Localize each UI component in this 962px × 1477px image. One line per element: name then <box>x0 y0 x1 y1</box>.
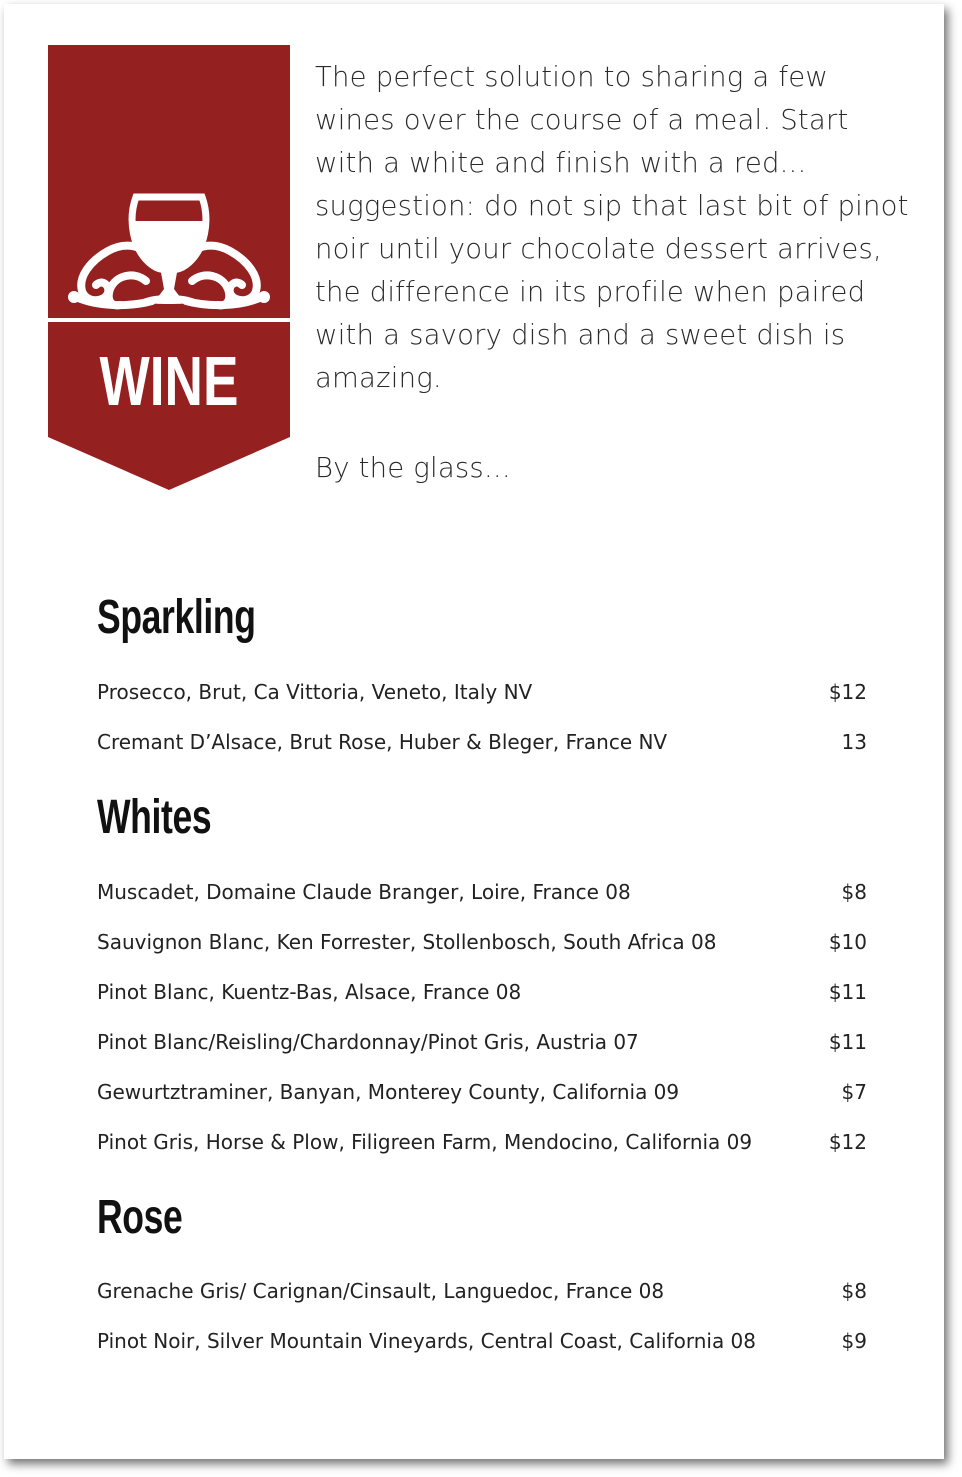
wine-price: 13 <box>841 730 867 754</box>
wine-name: Pinot Blanc, Kuentz-Bas, Alsace, France 08 <box>97 980 522 1004</box>
wine-price: $10 <box>828 930 867 954</box>
wine-price: $8 <box>841 1279 867 1303</box>
wine-name: Pinot Blanc/Reisling/Chardonnay/Pinot Gris, Austria 07 <box>97 1030 639 1054</box>
wine-name: Sauvignon Blanc, Ken Forrester, Stollenbosch, South Africa 08 <box>97 930 717 954</box>
section-title-whites: Whites <box>97 791 212 844</box>
section-title-rose: Rose <box>97 1191 183 1244</box>
wine-banner-graphic <box>48 45 290 490</box>
intro-text: The perfect solution to sharing a few wines over the course of a meal. Start with a white and finish with a red... suggestion: do not sip that last bit of pinot noir until your chocolate dessert arrives, the difference in its profile when paired with a savory dish and a sweet dish is amazing. <box>315 61 909 394</box>
list-item <box>97 730 867 780</box>
whites-list <box>97 880 867 1180</box>
wine-name: Pinot Gris, Horse & Plow, Filigreen Farm, Mendocino, California 09 <box>97 1130 753 1154</box>
list-item <box>97 1080 867 1130</box>
wine-name: Pinot Noir, Silver Mountain Vineyards, Central Coast, California 08 <box>97 1329 757 1353</box>
wine-price: $8 <box>841 880 867 904</box>
wine-price: $9 <box>841 1329 867 1353</box>
list-item <box>97 980 867 1030</box>
list-item <box>97 1130 867 1180</box>
wine-name: Cremant D’Alsace, Brut Rose, Huber & Bleger, France NV <box>97 730 668 754</box>
sparkling-list <box>97 680 867 780</box>
banner-divider <box>48 318 290 322</box>
menu-page <box>4 4 944 1459</box>
wine-price: $12 <box>828 1130 867 1154</box>
list-item <box>97 1329 867 1379</box>
wine-price: $11 <box>828 980 867 1004</box>
intro-block <box>315 56 915 490</box>
wine-price: $7 <box>841 1080 867 1104</box>
list-item <box>97 1279 867 1329</box>
wine-price: $12 <box>828 680 867 704</box>
wine-name: Grenache Gris/ Carignan/Cinsault, Languedoc, France 08 <box>97 1279 665 1303</box>
wine-banner <box>48 45 290 490</box>
wine-name: Muscadet, Domaine Claude Branger, Loire, France 08 <box>97 880 631 904</box>
list-item <box>97 880 867 930</box>
rose-list <box>97 1279 867 1379</box>
banner-title: WINE <box>99 343 239 421</box>
by-the-glass-label: By the glass... <box>315 452 511 484</box>
list-item <box>97 930 867 980</box>
wine-price: $11 <box>828 1030 867 1054</box>
section-title-sparkling: Sparkling <box>97 591 256 644</box>
wine-name: Gewurtztraminer, Banyan, Monterey County, California 09 <box>97 1080 680 1104</box>
wine-name: Prosecco, Brut, Ca Vittoria, Veneto, Italy NV <box>97 680 533 704</box>
list-item <box>97 680 867 730</box>
list-item <box>97 1030 867 1080</box>
